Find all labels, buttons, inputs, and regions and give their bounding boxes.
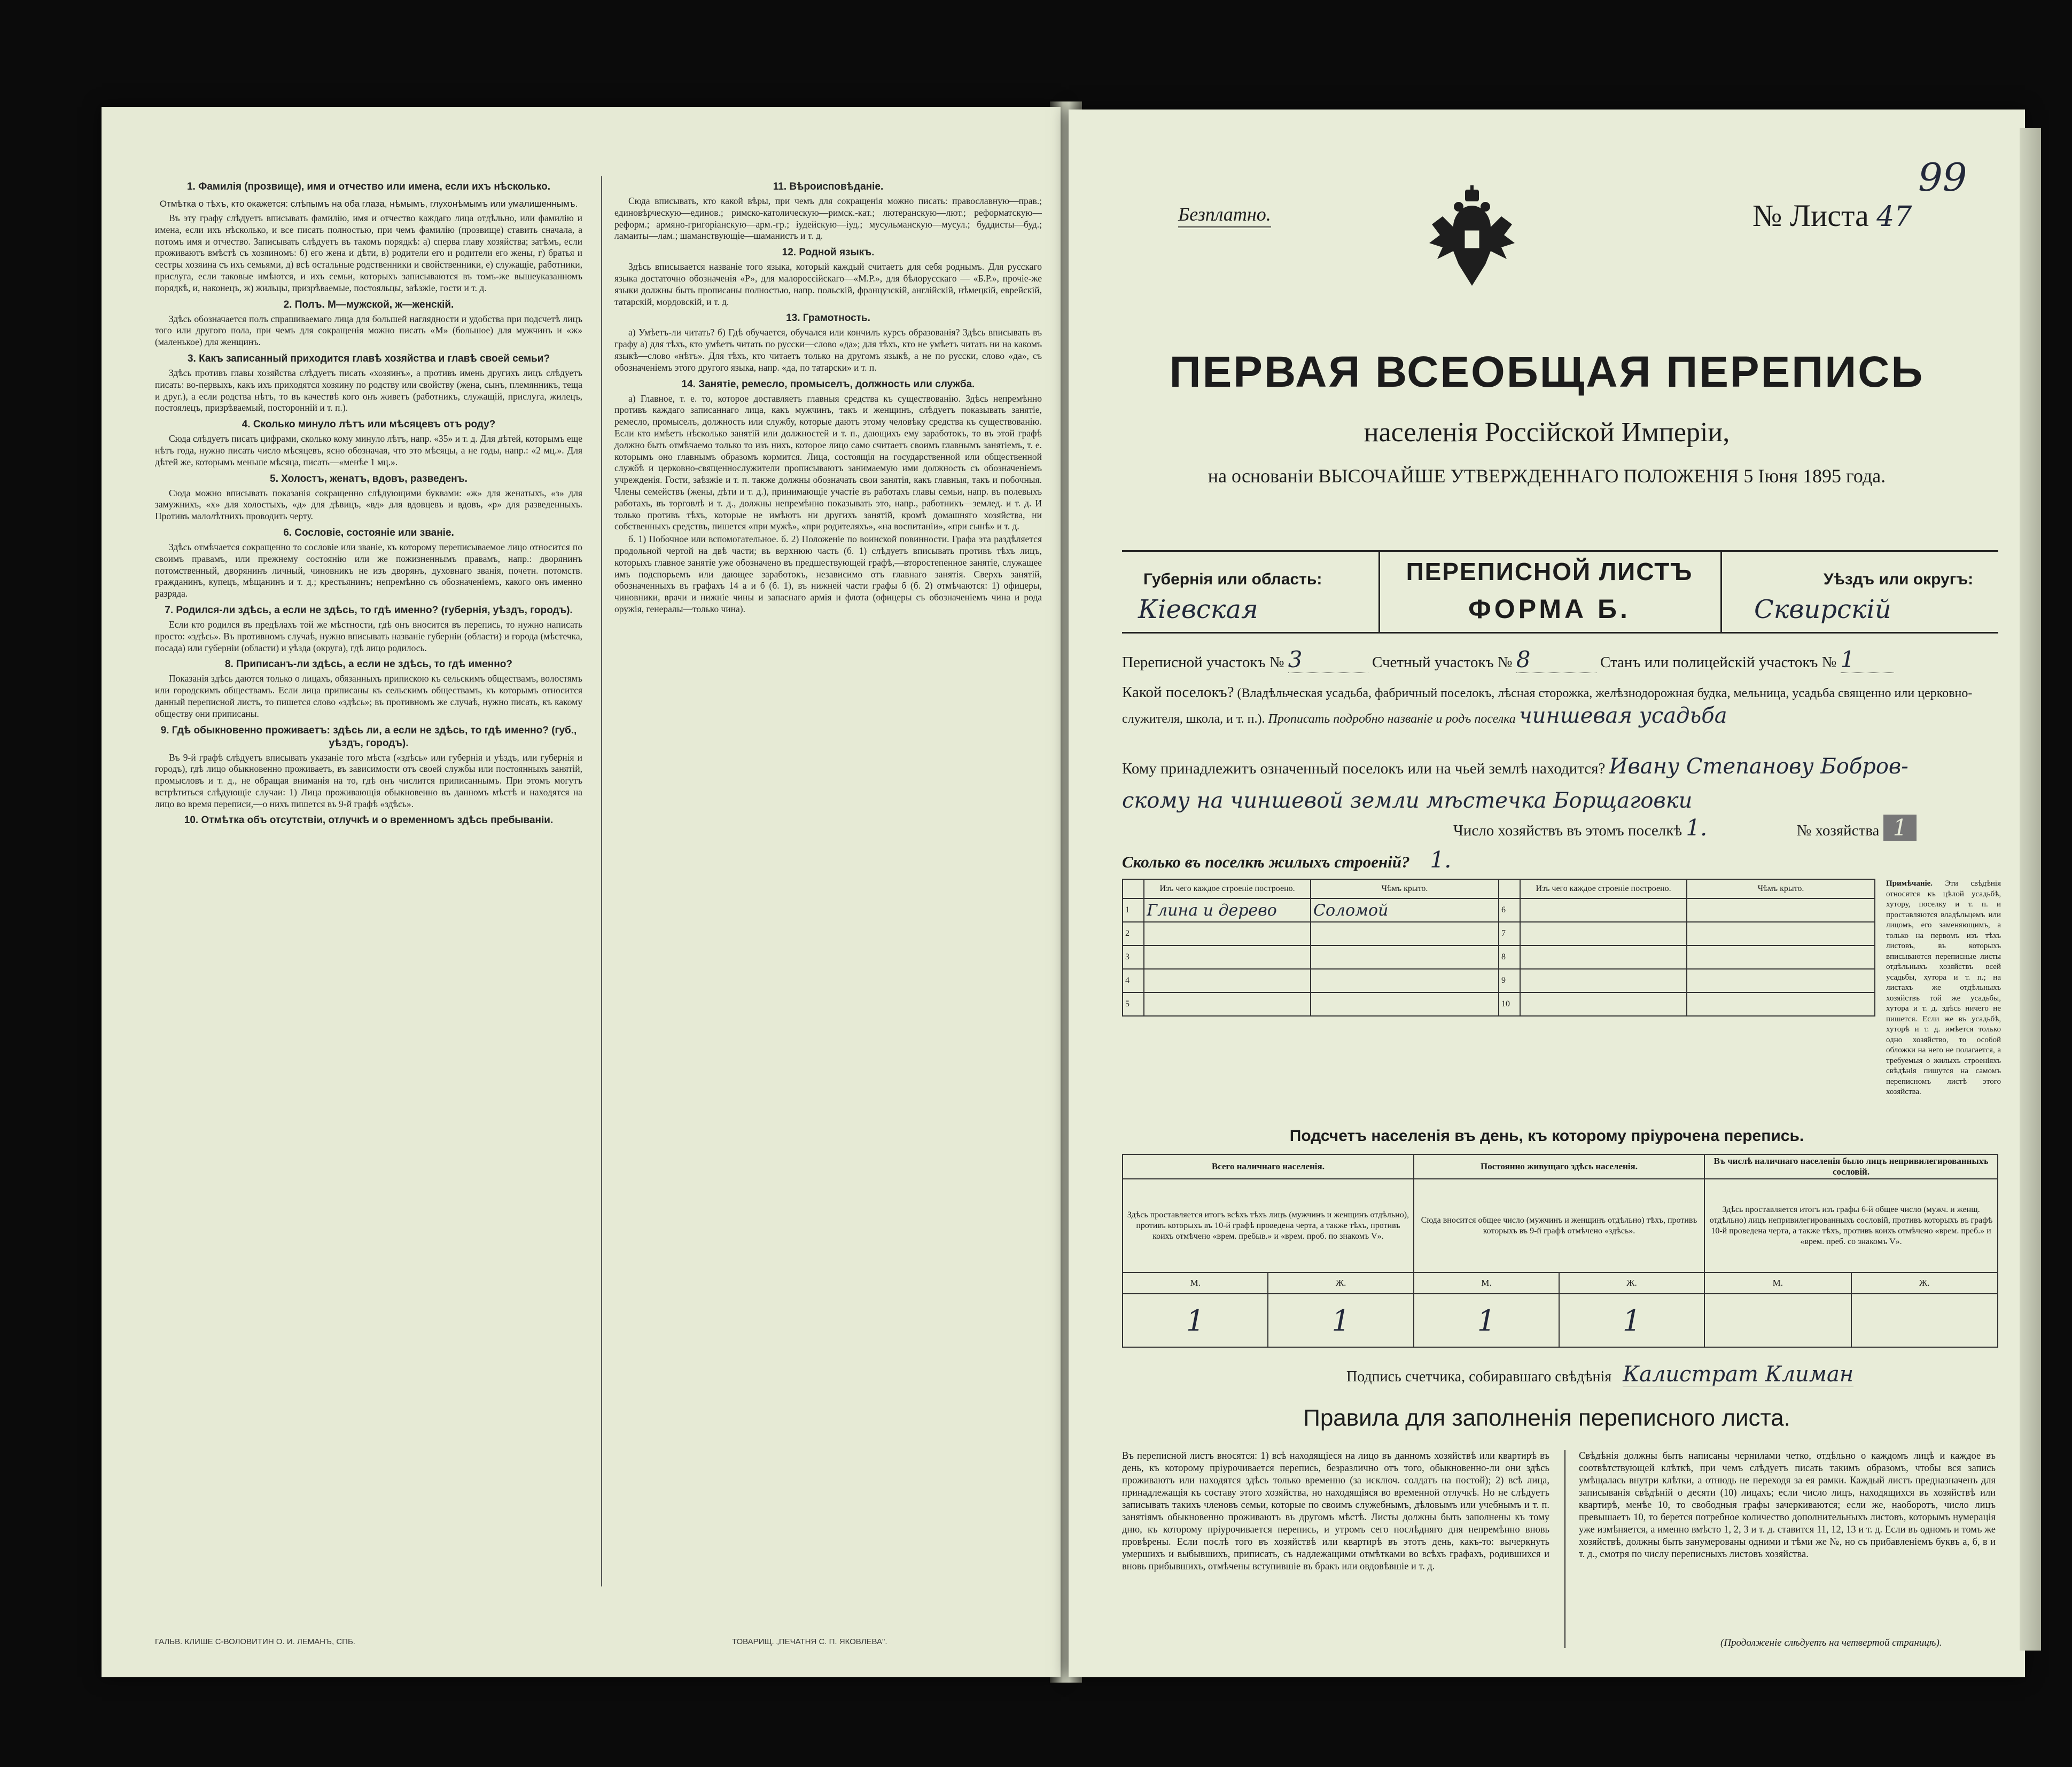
instruction-paragraph: Здѣсь противъ главы хозяйства слѣдуетъ писать «хозяинъ», а противъ имень другихъ лицъ слѣдуетъ писать: во-первыхъ, какъ ихъ приходятся хозяину по родству или свойству (жена, сынъ, племянникъ, теща и друг.), а если родства нѣтъ, то въ качествѣ кого онъ живетъ (работникъ, служащій, прислуга, жилецъ, постоялецъ, призрѣваемый, посторонній и т. п.). <box>155 367 582 413</box>
form-header-box <box>1122 550 1998 634</box>
rules-text-right: Свѣдѣнія должны быть написаны чернилами четко, отдѣльно о каждомъ лицѣ и каждое въ соотвѣтствующей клѣткѣ, при чемъ слѣдуетъ писать такимъ образомъ, чтобы вся запись умѣщалась внутри клѣтки, а отнюдь не переходя за ея рамки. Каждый листъ предназначенъ для записыванія свѣдѣній о десяти (10) лицахъ; если число лицъ, находящихся въ хозяйствѣ или квартирѣ, менѣе 10, то свободныя графы зачеркиваются; если же, наоборотъ, число лицъ превышаетъ 10, то берется потребное количество дополнительныхъ листовъ, которымъ нумерація уже измѣняется, а именно вмѣсто 1, 2, 3 и т. д. ставится 11, 12, 13 и т. д. Если въ одномъ и томъ же хозяйствѣ, должны быть занумерованы одними и тѣми же №, но съ прибавленіемъ буквъ а, б, в и т. д., смотря по числу переписныхъ листовъ хозяйства. <box>1579 1451 1996 1560</box>
gubernia-label: Губернія или область: <box>1143 570 1322 588</box>
building-roof <box>1687 898 1875 922</box>
instruction-paragraph: Сюда вписывать, кто какой вѣры, при чемъ для сокращенія можно писать: православную—прав.; единовѣрческую—единов.; римско-католическую—римск.-кат.; лютеранскую—лют.; реформатскую—реформ.; армяно-григоріанскую—арм.-гр.; іудейскую—іуд.; мусульманскую—мусул.; буддисты—буд.; ламаиты—лам.; шаманствующіе—шаманистъ и т. д. <box>614 196 1042 241</box>
buildings-row <box>1123 945 1875 969</box>
male-header: М. <box>1414 1272 1559 1294</box>
corner-number: 99 <box>1918 155 1967 200</box>
form-title: ПЕРЕПИСНОЙ ЛИСТЪ <box>1406 558 1693 585</box>
male-count: 1 <box>1123 1294 1268 1347</box>
census-column-title: Постоянно живущаго здѣсь населенія. <box>1414 1154 1704 1179</box>
census-column-description: Здѣсь проставляется итогъ всѣхъ тѣхъ лицъ (мужчинъ и женщинъ отдѣльно), противъ которыхъ въ 10-й графѣ проведена черта, а также тѣхъ, противъ коихъ отмѣчено «врем. пребыв.» и «врем. проб. по знакомъ V». <box>1123 1179 1414 1272</box>
building-number: 7 <box>1499 922 1520 945</box>
instruction-paragraph: Здѣсь обозначается полъ спрашиваемаго лица для большей наглядности и удобства при подсчетѣ лицъ того или другого пола, при чемъ для сокращенія можно писать «М» (большое) для мужчинъ и «ж» (маленькое) для женщинъ. <box>155 313 582 348</box>
buildings-line: Сколько въ поселкѣ жилыхъ строеній? 1. <box>1122 847 1452 873</box>
male-count <box>1704 1294 1851 1347</box>
building-roof <box>1687 969 1875 992</box>
buildings-row <box>1123 992 1875 1016</box>
building-roof <box>1687 922 1875 945</box>
instruction-heading: 1. Фамилія (прозвище), имя и отчество или имена, если ихъ нѣсколько. <box>186 181 551 192</box>
owner-value-line2: скому на чиншевой земли мѣстечка Борщаговки <box>1122 788 1693 813</box>
instruction-heading: 13. Грамотность. <box>786 312 870 324</box>
buildings-note: Примѣчаніе. Эти свѣдѣнія относятся къ цѣлой усадьбѣ, хутору, поселку и т. п. и проставляются владѣльцемъ или лицомъ, его заменяющимъ, а только на первомъ изъ тѣхъ листовъ, въ которыхъ вписываются переписные листы отдѣльныхъ хозяйствъ всей усадьбы, хутора и т. п.; на листахъ же отдѣльныхъ хозяйствъ той же усадьбы, хутора и т. д. здѣсь ничего не пишется. Если же въ усадьбѣ, хуторѣ и т. д. имѣется только одно хозяйство, то особой обложки на него не полагается, а требуемыя о жилыхъ строеніяхъ свѣдѣнія пишутся на самомъ переписномъ листѣ этого хозяйства. <box>1886 879 2001 1096</box>
census-column-description: Здѣсь проставляется итогъ изъ графы 6-й общее число (мужч. и женщ. отдѣльно) лицъ непривилегированныхъ сословій, противъ которыхъ въ графѣ 10-й проведена черта, а также тѣхъ, противъ коихъ отмѣчено «врем. преб.» и «врем. преб. со знакомъ V». <box>1704 1179 1998 1272</box>
buildings-row <box>1123 898 1875 922</box>
instruction-paragraph: Сюда можно вписывать показанія сокращенно слѣдующими буквами: «ж» для женатыхъ, «з» для замужнихъ, «х» для холостыхъ, «д» для дѣвицъ, «вд» для вдовцевъ и вдовъ, «р» для разведенныхъ. Противъ малолѣтнихъ проводить черту. <box>155 487 582 522</box>
building-material <box>1520 922 1687 945</box>
owner-block: Кому принадлежитъ означенный поселокъ или на чьей землѣ находится? Ивану Степанову Бобров- скому на чиншевой земли мѣстечка Борщаговки <box>1122 754 1909 813</box>
form-letter: ФОРМА Б. <box>1468 594 1631 624</box>
buildings-table <box>1122 879 1875 1017</box>
instruction-paragraph: а) Умѣетъ-ли читать? б) Гдѣ обучается, обучался или кончилъ курсъ образованія? Здѣсь вписывать въ графу а) для тѣхъ, кто умѣетъ читать по русски—слово «да»; для тѣхъ, кто не умѣетъ читать ни на какомъ языкѣ—слово «нѣтъ». Для тѣхъ, кто читаетъ только на другомъ языкѣ, а не по русски, слово «да», съ обозначеніемъ этого другого языка, напр. «да, по татарски» и т. п. <box>614 327 1042 373</box>
gubernia-cell <box>1122 552 1380 632</box>
instruction-heading: 5. Холостъ, женатъ, вдовъ, разведенъ. <box>270 473 468 484</box>
settlement-value: чиншевая усадьба <box>1518 703 1727 728</box>
female-header: Ж. <box>1559 1272 1704 1294</box>
instruction-heading: 12. Родной языкъ. <box>782 247 875 259</box>
census-form-page <box>1069 110 2025 1677</box>
building-number: 4 <box>1123 969 1144 992</box>
instruction-paragraph: Сюда слѣдуетъ писать цифрами, сколько кому минуло лѣтъ, напр. «35» и т. д. Для дѣтей, которымъ еще нѣтъ года, нужно писать число мѣсяцевъ, ясно обозначая, что это мѣсяцы, а не годы, напр.: «2 мц.». Для дѣтей же, которымъ меньше мѣсяца, писать—«менѣе 1 мц.». <box>155 433 582 467</box>
sheet-number-value: 47 <box>1876 201 1912 233</box>
female-header: Ж. <box>1268 1272 1413 1294</box>
building-roof <box>1311 945 1499 969</box>
building-roof <box>1687 945 1875 969</box>
building-material <box>1520 992 1687 1016</box>
left-page <box>102 107 1061 1677</box>
settlement-block: Какой поселокъ? (Владѣльческая усадьба, фабричный поселокъ, лѣсная сторожка, желѣзнодорожная будка, мельница, усадьба священно или церковно-служителя, школа, и т. п.). Прописать подробно названіе и родъ поселка чиншевая усадьба <box>1122 684 1973 728</box>
female-header: Ж. <box>1851 1272 1998 1294</box>
census-column-title: Въ числѣ наличнаго населенія было лицъ непривилегированныхъ сословій. <box>1704 1154 1998 1179</box>
building-number: 6 <box>1499 898 1520 922</box>
male-count: 1 <box>1414 1294 1559 1347</box>
building-material <box>1144 945 1311 969</box>
instruction-heading: 14. Занятіе, ремесло, промыселъ, должность или служба. <box>681 378 975 390</box>
building-number: 2 <box>1123 922 1144 945</box>
district-value: 3 <box>1288 646 1368 673</box>
building-number: 5 <box>1123 992 1144 1016</box>
building-roof <box>1311 922 1499 945</box>
instruction-heading: 11. Вѣроисповѣданіе. <box>773 181 884 192</box>
instructions-column-left <box>155 176 582 1592</box>
female-count: 1 <box>1559 1294 1704 1347</box>
instruction-paragraph: Въ 9-й графѣ слѣдуетъ вписывать указаніе того мѣста («здѣсь» или губернія и уѣздъ, или губернія и городъ), гдѣ лицо обыкновенно проживаетъ, въ зависимости отъ своей службы или постоянныхъ занятій, промысловъ и т. д., не обращая вниманія на то, гдѣ онъ числится приписаннымъ. При этомъ могутъ встрѣтиться слѣдующіе случаи: 1) Лица проживающія обыкновенно въ данномъ мѣстѣ и находятся на лицо во время переписи,—о нихъ пишется въ 9-й графѣ «здѣсь». <box>155 752 582 809</box>
instruction-paragraph: Здѣсь вписывается названіе того языка, который каждый считаетъ для себя роднымъ. Для русскаго языка достаточно обозначенія «Р», для малороссійскаго—«М.Р.», для бѣлорусскаго — «Б.Р.», прочіе-же языки должны быть прописаны полностью, напр. польскій, французскій, англійскій, нѣмецкій, еврейскій, татарскій, мордовскій, и т. д. <box>614 261 1042 307</box>
buildings-row <box>1123 922 1875 945</box>
households-value: 1. <box>1686 815 1708 841</box>
instruction-heading: 4. Сколько минуло лѣтъ или мѣсяцевъ отъ роду? <box>242 419 496 431</box>
building-material <box>1520 969 1687 992</box>
building-number: 8 <box>1499 945 1520 969</box>
owner-value-line1: Ивану Степанову Бобров- <box>1609 754 1909 779</box>
gubernia-value: Кіевская <box>1138 595 1258 624</box>
census-count-heading: Подсчетъ населенія въ день, къ которому пріурочена перепись. <box>1289 1127 1804 1145</box>
instruction-paragraph: Здѣсь отмѣчается сокращенно то сословіе или званіе, къ которому переписываемое лицо относится по своимъ правамъ, или прежнему состоянію или же пожизненнымъ правамъ, напр.: дворянинъ потомственный, дворянинъ личный, чиновникъ не изъ дворянъ, духовнаго званія, почетн. потомств. гражданинъ, купецъ, мѣщанинъ и т. д.; крестьянинъ; непремѣнно съ обозначеніемъ, какого онъ именно разряда. <box>155 541 582 599</box>
buildings-col-built-2: Изъ чего каждое строеніе построено. <box>1520 879 1687 898</box>
census-column-title: Всего наличнаго населенія. <box>1123 1154 1414 1179</box>
male-header: М. <box>1123 1272 1268 1294</box>
building-number: 3 <box>1123 945 1144 969</box>
rules-title: Правила для заполненія переписного листа. <box>1303 1405 1790 1431</box>
building-roof <box>1687 992 1875 1016</box>
female-count: 1 <box>1268 1294 1413 1347</box>
building-material <box>1144 992 1311 1016</box>
buildings-row <box>1123 969 1875 992</box>
instructions-column-right <box>614 176 1042 1592</box>
instruction-heading: 10. Отмѣтка объ отсутствіи, отлучкѣ и о временномъ здѣсь пребываніи. <box>184 815 554 826</box>
signature-line: Подпись счетчика, собиравшаго свѣдѣнія Калистрат Климан <box>1346 1362 1854 1387</box>
rules-text-left: Въ переписной листъ вносятся: 1) всѣ находящіеся на лицо въ данномъ хозяйствѣ или квартирѣ въ день, къ которому пріурочивается перепись, безразлично отъ того, обыкновенно-ли они здѣсь проживаютъ или находятся здѣсь только временно (за исключ. солдатъ на постой); 2) всѣ лица, принадлежащія къ составу этого хозяйства, но находящіяся во временной отлучкѣ. Но не слѣдуетъ записывать такихъ членовъ семьи, которые по своимъ служебнымъ, дѣловымъ или учебнымъ и т. п. занятіямъ обыкновенно проживаютъ въ другомъ мѣстѣ. Листы должны быть заполнены къ тому дню, къ которому пріурочивается перепись, и утромъ сего послѣдняго дня непремѣнно вновь провѣрены. Если послѣ того въ хозяйствѣ или квартирѣ въ этотъ день, какъ-то: вычеркнуть умершихъ и выбывшихъ, приписать, съ надлежащими отмѣтками во всѣхъ графахъ, родившихся и вновь прибывшихъ, отмѣчены вступившіе въ бракъ или овдовѣвшіе и т. д. <box>1122 1451 1549 1572</box>
continued-note: (Продолженіе слѣдуетъ на четвертой страницѣ). <box>1720 1637 1942 1648</box>
printer-credit-right: ТОВАРИЩ. „ПЕЧАТНЯ С. П. ЯКОВЛЕВА". <box>732 1637 887 1646</box>
building-roof <box>1311 969 1499 992</box>
instruction-paragraph: Показанія здѣсь даются только о лицахъ, обязанныхъ припискою къ сельскимъ обществамъ, волостямъ или городскимъ обществамъ. Если лица приписаны къ сельскимъ обществамъ, къ которымъ относится данный переписной листъ, то пишется слово «здѣсь»; въ противномъ же случаѣ, нужно писать, къ какому обществу они приписаны. <box>155 673 582 719</box>
instruction-heading: 6. Сословіе, состояніе или званіе. <box>283 527 454 538</box>
uezd-label: Уѣздъ или округъ: <box>1824 570 1974 588</box>
instruction-paragraph: Если кто родился въ предѣлахъ той же мѣстности, гдѣ онъ вносится въ перепись, то нужно написать просто: «здѣсь». Въ противномъ случаѣ, нужно вписывать названіе губерніи (области) и города (мѣстечка, посада) или губерніи (области) и уѣзда (округа), гдѣ лицо родилось. <box>155 619 582 653</box>
free-stamp: Безплатно. <box>1178 203 1271 228</box>
uezd-value: Сквирскій <box>1754 595 1891 624</box>
uezd-cell <box>1720 552 2000 632</box>
buildings-col-built: Изъ чего каждое строеніе построено. <box>1144 879 1311 898</box>
instruction-paragraph: б. 1) Побочное или вспомогательное. б. 2) Положеніе по воинской повинности. Графа эта раздѣляется продольной чертой на двѣ части; въ верхнюю часть (б. 1) слѣдуетъ вписывать противъ тѣхъ лицъ, которыхъ главное занятіе уже обозначено въ предшествующей графѣ,—второстепенное занятіе, служащее имъ подспорьемъ или дающее заработокъ, независимо отъ главнаго занятія. Сверхъ занятій, обозначенныхъ въ графахъ 14 а и б (б. 1), въ нижней части графы б (б. 2) отмѣчаются: 1) офицеры, чиновники, врачи и нижніе чины и запаснаго армія и флота (офицеры съ обозначеніемъ чина и рода оружія, генералы—только чина). <box>614 534 1042 614</box>
male-header: М. <box>1704 1272 1851 1294</box>
building-material <box>1520 898 1687 922</box>
instruction-heading: 8. Приписанъ-ли здѣсь, а если не здѣсь, то гдѣ именно? <box>225 659 512 670</box>
building-number: 9 <box>1499 969 1520 992</box>
district-line: Переписной участокъ № 3 Счетный участокъ № 8 Станъ или полицейскій участокъ № 1 <box>1122 646 1894 673</box>
imperial-eagle-emblem <box>1421 184 1523 291</box>
enumerator-signature: Калистрат Климан <box>1623 1362 1854 1387</box>
building-number: 10 <box>1499 992 1520 1016</box>
instruction-paragraph: а) Главное, т. е. то, которое доставляетъ главныя средства къ существованію. Здѣсь непремѣнно противъ каждаго записаннаго лица, какъ мужчинъ, такъ и женщинъ, слѣдуетъ показывать занятіе, ремесло, промыселъ, должность или службу, которые даютъ этому человѣку средства къ существованію. Если кто имѣетъ нѣсколько занятій или должностей и т. п., дающихъ ему заработокъ, то въ этой графѣ должно быть отмѣчаемо только то изъ нихъ, которое лицо само считаетъ своимъ главнымъ занятіемъ, т. е. которымъ оно главнымъ образомъ кормится. Лица, состоящія на государственной или общественной службѣ и церковно-священнослужители прописываютъ занимаемую ими должность съ обозначеніемъ учрежденія. Гости, заѣзжіе и т. п. также должны обозначать свои занятія, какъ главныя, такъ и побочныя. Члены семействъ (жены, дѣти и т. д.), принимающіе участіе въ работахъ главы семьи, напр. въ полевыхъ работахъ, въ торговлѣ и т. д., должны непремѣнно показывать это, напр., работникъ—землед. и т. д. И только противъ тѣхъ, которые не имѣютъ ни другихъ занятій, кромѣ домашняго хозяйства, ни собственныхъ средствъ, пишется «при мужѣ», «при родителяхъ», «на воспитаніи», «при сынѣ» и т. д. <box>614 393 1042 532</box>
rules-divider <box>1564 1450 1565 1648</box>
buildings-table-body <box>1123 898 1875 1016</box>
page-edges <box>2020 128 2041 1651</box>
instruction-paragraph: Въ эту графу слѣдуетъ вписывать фамилію, имя и отчество каждаго лица отдѣльно, или фамилію и имена, если ихъ нѣсколько, и все писать полностью, при чемъ фамилію (прозвище) ставить сначала, а потомъ имя и отчество. Записывать слѣдуетъ въ такомъ порядкѣ: а) сперва главу хозяйства; затѣмъ, если проживаютъ вмѣстѣ съ хозяиномъ: б) его жена и дѣти, в) родители его и родители его жены, г) братья и сестры хозяина съ ихъ семьями, д) всѣ остальные родственники и свойственники, е) служащіе, работники, прислуга, если таковые имѣются, и ихъ семьи, которыхъ записываются въ томъ-же вышеуказанномъ порядкѣ, и, наконецъ, ж) жильцы, призрѣваемые, постояльцы, заѣзжіе, гости и т. д. <box>155 213 582 293</box>
instruction-heading: 3. Какъ записанный приходится главѣ хозяйства и главѣ своей семьи? <box>187 353 550 364</box>
printer-credit-left: ГАЛЬВ. КЛИШЕ С-ВОЛОВИТИН О. И. ЛЕМАНЪ, СПБ. <box>155 1637 355 1646</box>
form-title-cell <box>1378 552 1720 632</box>
building-number: 1 <box>1123 898 1144 922</box>
buildings-col-roof: Чѣмъ крыто. <box>1311 879 1499 898</box>
census-count-table <box>1122 1154 1998 1348</box>
stan-value: 1 <box>1841 646 1894 673</box>
building-material: Глина и дерево <box>1144 898 1311 922</box>
instruction-heading: 2. Полъ. М—мужской, ж—женскій. <box>283 299 454 310</box>
household-number-value: 1 <box>1883 815 1917 841</box>
census-basis: на основаніи ВЫСОЧАЙШЕ УТВЕРЖДЕННАГО ПОЛОЖЕНІЯ 5 Іюня 1895 года. <box>1208 465 1886 487</box>
buildings-col-roof-2: Чѣмъ крыто. <box>1687 879 1875 898</box>
households-line: Число хозяйствъ въ этомъ поселкѣ 1. № хозяйства 1 <box>1453 815 1917 841</box>
building-material <box>1144 969 1311 992</box>
instruction-subheading: Отмѣтка о тѣхъ, кто окажется: слѣпымъ на оба глаза, нѣмымъ, глухонѣмымъ или умалишеннымъ. <box>159 199 578 209</box>
building-material <box>1520 945 1687 969</box>
instruction-heading: 7. Родился-ли здѣсь, а если не здѣсь, то гдѣ именно? (губернія, уѣздъ, городъ). <box>165 604 573 616</box>
instruction-heading: 9. Гдѣ обыкновенно проживаетъ: здѣсь ли, а если не здѣсь, то гдѣ именно? (губ., уѣздъ, городъ). <box>160 724 577 749</box>
census-subtitle: населенія Россійской Имперіи, <box>1364 417 1730 448</box>
column-divider <box>601 176 602 1586</box>
female-count <box>1851 1294 1998 1347</box>
sheet-number-label: № Листа 47 <box>1752 198 1912 233</box>
count-district-value: 8 <box>1516 646 1596 673</box>
census-title: ПЕРВАЯ ВСЕОБЩАЯ ПЕРЕПИСЬ <box>1169 348 1925 396</box>
census-column-description: Сюда вносится общее число (мужчинъ и женщинъ отдѣльно) тѣхъ, противъ которыхъ въ 9-й графѣ отмѣчено «здѣсь». <box>1414 1179 1704 1272</box>
buildings-value: 1. <box>1430 847 1452 873</box>
building-material <box>1144 922 1311 945</box>
building-roof <box>1311 992 1499 1016</box>
building-roof: Соломой <box>1311 898 1499 922</box>
